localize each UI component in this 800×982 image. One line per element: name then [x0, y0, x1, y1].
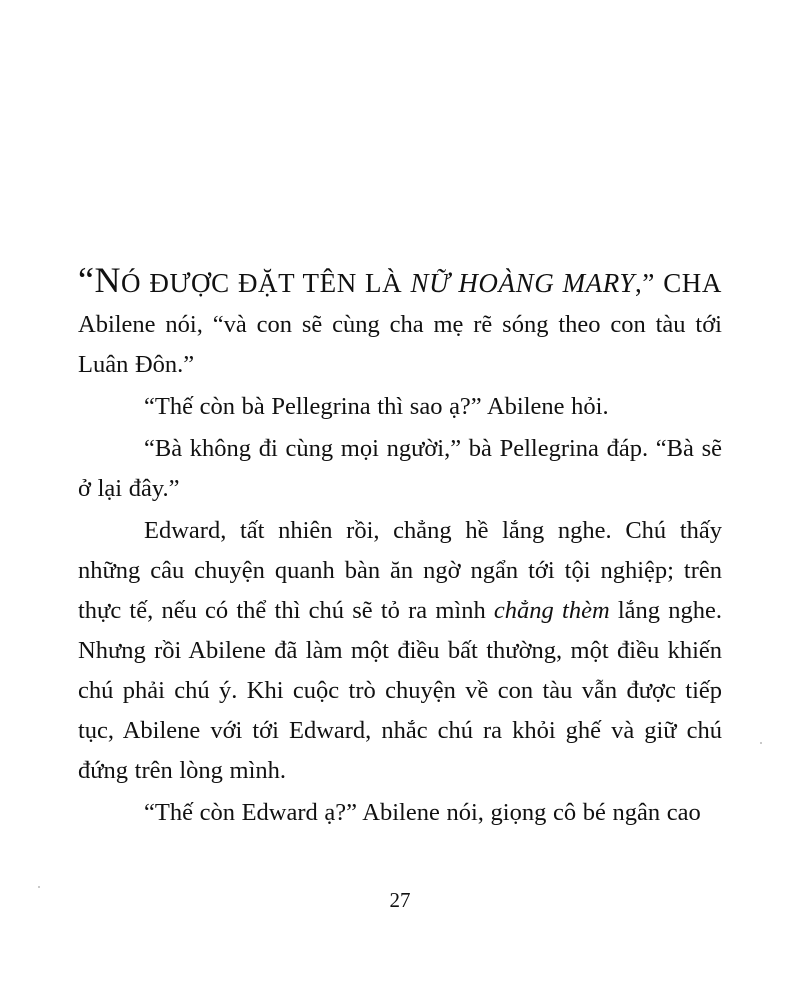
paragraph-5: “Thế còn Edward ạ?” Abilene nói, giọng cô bé ngân cao — [144, 799, 701, 826]
paragraph-4-emphasis: chẳng thèm — [493, 597, 610, 624]
paragraph-3: “Bà không đi cùng mọi người,” bà Pellegrina đáp. “Bà sẽ ở lại đây.” — [78, 435, 722, 502]
paper-speck — [760, 742, 762, 744]
drop-cap: “N — [78, 260, 121, 300]
paragraph-4-part1: Edward, tất nhiên rồi, chẳng hề lắng nghe. Chú thấy những câu chuyện quanh bàn ăn ngờ ngẩn tới tội nghiệp; trên thực tế, nếu có thể thì chú sẽ tỏ ra mình — [78, 517, 722, 624]
paragraph-1 — [78, 262, 722, 385]
paragraph-4 — [78, 511, 722, 791]
opening-smallcaps-tail: ,” CHA — [635, 268, 722, 298]
ship-name-title: NỮ HOÀNG MARY — [410, 268, 635, 298]
opening-smallcaps: Ó ĐƯỢC ĐẶT TÊN LÀ — [120, 268, 411, 298]
paragraph-2: “Thế còn bà Pellegrina thì sao ạ?” Abilene hỏi. — [144, 393, 609, 420]
paragraph-4-part2: lắng nghe. Nhưng rồi Abilene đã làm một điều bất thường, một điều khiến chú phải chú ý. Khi cuộc trò chuyện về con tàu vẫn được tiếp tục, Abilene với tới Edward, nhắc chú ra khỏi ghế và giữ chú đứng trên lòng mình. — [78, 597, 723, 784]
page-number: 27 — [389, 888, 411, 912]
paragraph-1-rest: Abilene nói, “và con sẽ cùng cha mẹ rẽ sóng theo con tàu tới Luân Đôn.” — [78, 311, 722, 378]
body-text — [78, 262, 722, 835]
